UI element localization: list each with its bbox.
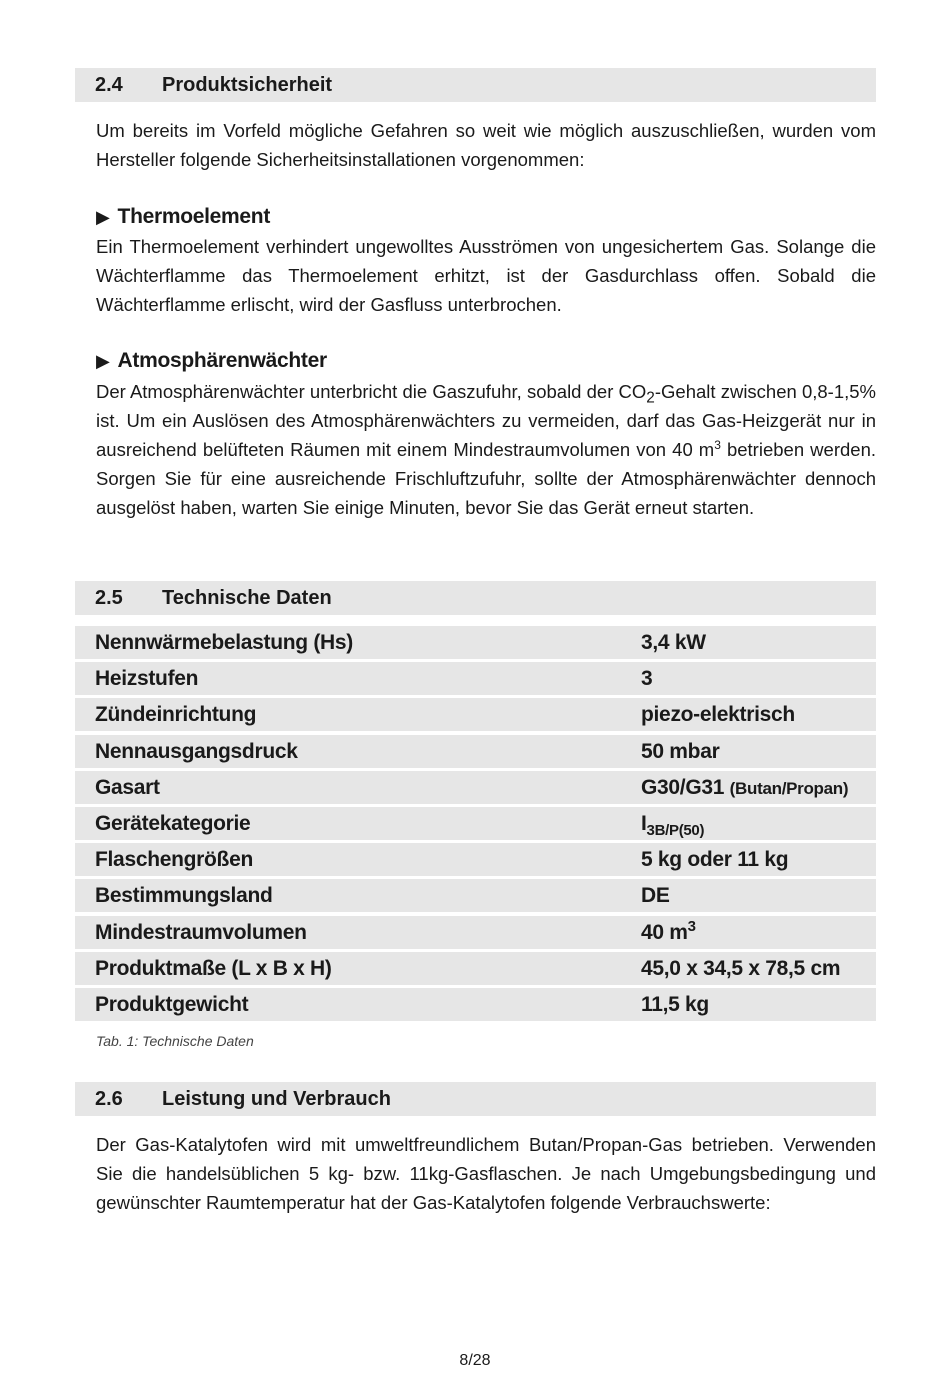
spec-label: Heizstufen <box>95 667 199 691</box>
intro-paragraph: Um bereits im Vorfeld mögliche Gefahren so weit wie möglich auszuschließen, wurden vom Hersteller folgende Sicherheitsinstallationen vorgenommen: <box>96 120 876 170</box>
spec-value <box>641 698 795 731</box>
section-title: Produktsicherheit <box>162 74 333 96</box>
spec-value <box>641 952 840 985</box>
spec-label: Mindestraumvolumen <box>95 920 307 944</box>
spec-value <box>641 916 696 949</box>
table-row <box>75 626 876 659</box>
spec-value <box>641 626 706 659</box>
spec-value-superscript: 3 <box>687 917 696 935</box>
section-number: 2.4 <box>95 74 123 96</box>
atmosphaerenwaechter-paragraph <box>96 377 876 522</box>
table-row <box>75 771 876 804</box>
table-row <box>75 662 876 695</box>
spec-value-text: 3 <box>641 667 653 691</box>
consumption-paragraph: Der Gas-Katalytofen wird mit umweltfreundlichem Butan/Propan-Gas betrieben. Verwenden Sie die handelsüblichen 5 kg- bzw. 11kg-Gasflaschen. Je nach Umgebungsbedingung und gewünschter Raumtemperatur hat der Gas-Katalytofen folgende Verbrauchswerte: <box>96 1134 876 1213</box>
atmo-text-3: betrieben werden. Sorgen Sie für eine ausreichende Frischluftzufuhr, sollte der Atmosphärenwächter dennoch ausgelöst haben, warten Sie einige Minuten, bevor Sie das Gerät erneut starten. <box>96 439 876 518</box>
spec-value-text: 11,5 kg <box>641 992 709 1016</box>
atmo-text-2: -Gehalt zwischen 0,8-1,5% ist. Um ein Auslösen des Atmosphärenwächters zu vermeiden, darf das Gas-Heizgerät nur in ausreichend belüfteten Räumen mit einem Mindestraumvolumen von 40 m <box>96 381 876 460</box>
section-number: 2.5 <box>95 587 123 609</box>
spec-label: Bestimmungsland <box>95 884 273 908</box>
spec-value <box>641 735 719 768</box>
spec-value <box>641 807 704 840</box>
spec-label: Nennwärmebelastung (Hs) <box>95 631 353 654</box>
table-row <box>75 952 876 985</box>
table-row <box>75 698 876 731</box>
technical-data-table <box>75 626 876 1024</box>
thermoelement-heading <box>96 203 270 231</box>
section-header-2-5 <box>75 581 876 615</box>
atmosphaerenwaechter-title: Atmosphärenwächter <box>117 349 327 372</box>
table-row <box>75 988 876 1021</box>
spec-value <box>641 843 788 876</box>
triangle-bullet-icon: ▶ <box>96 351 110 371</box>
spec-value-text: 3,4 kW <box>641 631 706 654</box>
page-number: 8/28 <box>459 1352 491 1369</box>
thermoelement-title: Thermoelement <box>117 205 271 228</box>
table-row <box>75 735 876 768</box>
spec-label: Produktmaße (L x B x H) <box>95 956 332 980</box>
spec-label: Produktgewicht <box>95 992 249 1016</box>
spec-value-text: 45,0 x 34,5 x 78,5 cm <box>641 956 841 980</box>
spec-label: Flaschengrößen <box>95 848 253 872</box>
table-row <box>75 916 876 949</box>
section-header-2-4 <box>75 68 876 102</box>
spec-label: Zündeinrichtung <box>95 703 257 727</box>
triangle-bullet-icon: ▶ <box>96 207 110 227</box>
spec-label: Gasart <box>95 775 160 799</box>
atmo-text-1: Der Atmosphärenwächter unterbricht die Gaszufuhr, sobald der CO <box>96 381 647 402</box>
section-header-2-6 <box>75 1082 876 1116</box>
spec-value-text: 5 kg oder 11 kg <box>641 848 789 872</box>
section-title: Leistung und Verbrauch <box>162 1088 391 1110</box>
spec-value-subscript: 3B/P(50) <box>646 821 705 839</box>
spec-value-text: G30/G31 <box>641 775 725 799</box>
spec-value <box>641 771 848 805</box>
spec-value <box>641 879 670 912</box>
thermoelement-paragraph: Ein Thermoelement verhindert ungewolltes Ausströmen von ungesichertem Gas. Solange die Wächterflamme das Thermoelement erhitzt, ist der Gasdurchlass offen. Sobald die Wächterflamme erlischt, wird der Gasfluss unterbrochen. <box>96 236 876 315</box>
spec-value-text: piezo-elektrisch <box>641 703 795 727</box>
spec-value-text: 40 m <box>641 920 688 944</box>
table-caption: Tab. 1: Technische Daten <box>96 1033 254 1049</box>
table-row <box>75 879 876 912</box>
m3-superscript: 3 <box>714 437 721 452</box>
spec-value-note: (Butan/Propan) <box>729 778 849 798</box>
table-row <box>75 843 876 876</box>
co2-subscript: 2 <box>646 389 655 407</box>
atmosphaerenwaechter-heading <box>96 347 327 375</box>
table-row <box>75 807 876 840</box>
spec-value-text: DE <box>641 884 670 908</box>
spec-value <box>641 662 652 695</box>
section-number: 2.6 <box>95 1088 123 1110</box>
spec-value <box>641 988 709 1021</box>
section-title: Technische Daten <box>162 587 332 609</box>
spec-value-text: I <box>641 811 647 835</box>
spec-label: Gerätekategorie <box>95 811 251 835</box>
spec-value-text: 50 mbar <box>641 739 720 763</box>
spec-label: Nennausgangsdruck <box>95 739 298 763</box>
